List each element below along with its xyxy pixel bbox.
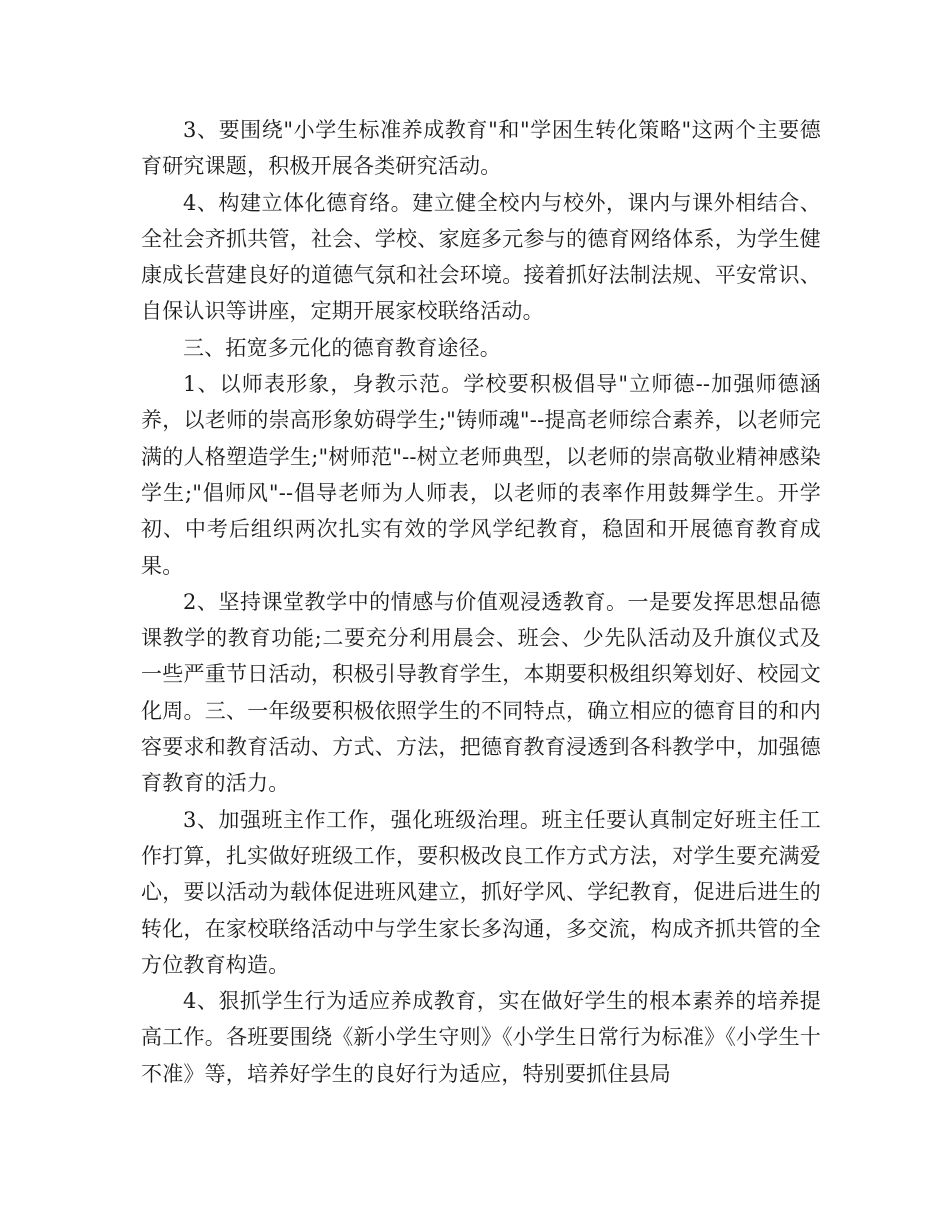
- section-heading-moral-education-paths: 三、拓宽多元化的德育教育途径。: [183, 335, 501, 360]
- paragraph-teacher-example: 1、以师表形象，身教示范。学校要积极倡导"立师德--加强师德涵养，以老师的崇高形象妨碍学生;"铸师魂"--提高老师综合素养，以老师完满的人格塑造学生;"树师范"--树立老师典型，以老师的崇高敬业精神感染学生;"倡师风"--倡导老师为人师表，以老师的表率作用鼓舞学生。开学初、中考后组织两次扎实有效的学风学纪教育，稳固和开展德育教育成果。: [141, 372, 821, 578]
- paragraph-class-management: 3、加强班主作工作，强化班级治理。班主任要认真制定好班主任工作打算，扎实做好班级工作，要积极改良工作方式方法，对学生要充满爱心，要以活动为载体促进班风建立，抓好学风、学纪教育，促进后进生的转化，在家校联络活动中与学生家长多沟通，多交流，构成齐抓共管的全方位教育构造。: [141, 807, 821, 977]
- paragraph-classroom-values: 2、坚持课堂教学中的情感与价值观浸透教育。一是要发挥思想品德课教学的教育功能;二要充分利用晨会、班会、少先队活动及升旗仪式及一些严重节日活动，积极引导教育学生，本期要积极组织筹划好、校园文化周。三、一年级要积极依照学生的不同特点，确立相应的德育目的和内容要求和教育活动、方式、方法，把德育教育浸透到各科教学中，加强德育教育的活力。: [141, 589, 821, 796]
- document-body: [141, 112, 821, 1092]
- paragraph-research-topics: 3、要围绕"小学生标准养成教育"和"学困生转化策略"这两个主要德育研究课题，积极开展各类研究活动。: [141, 118, 821, 179]
- paragraph-behavior-habits: 4、狠抓学生行为适应养成教育，实在做好学生的根本素养的培养提高工作。各班要围绕《新小学生守则》《小学生日常行为标准》《小学生十不准》等，培养好学生的良好行为适应，特别要抓住县局: [141, 989, 821, 1086]
- paragraph-moral-network: 4、构建立体化德育络。建立健全校内与校外，课内与课外相结合、全社会齐抓共管，社会、学校、家庭多元参与的德育网络体系，为学生健康成长营建良好的道德气氛和社会环境。接着抓好法制法规、平安常识、自保认识等讲座，定期开展家校联络活动。: [141, 190, 821, 324]
